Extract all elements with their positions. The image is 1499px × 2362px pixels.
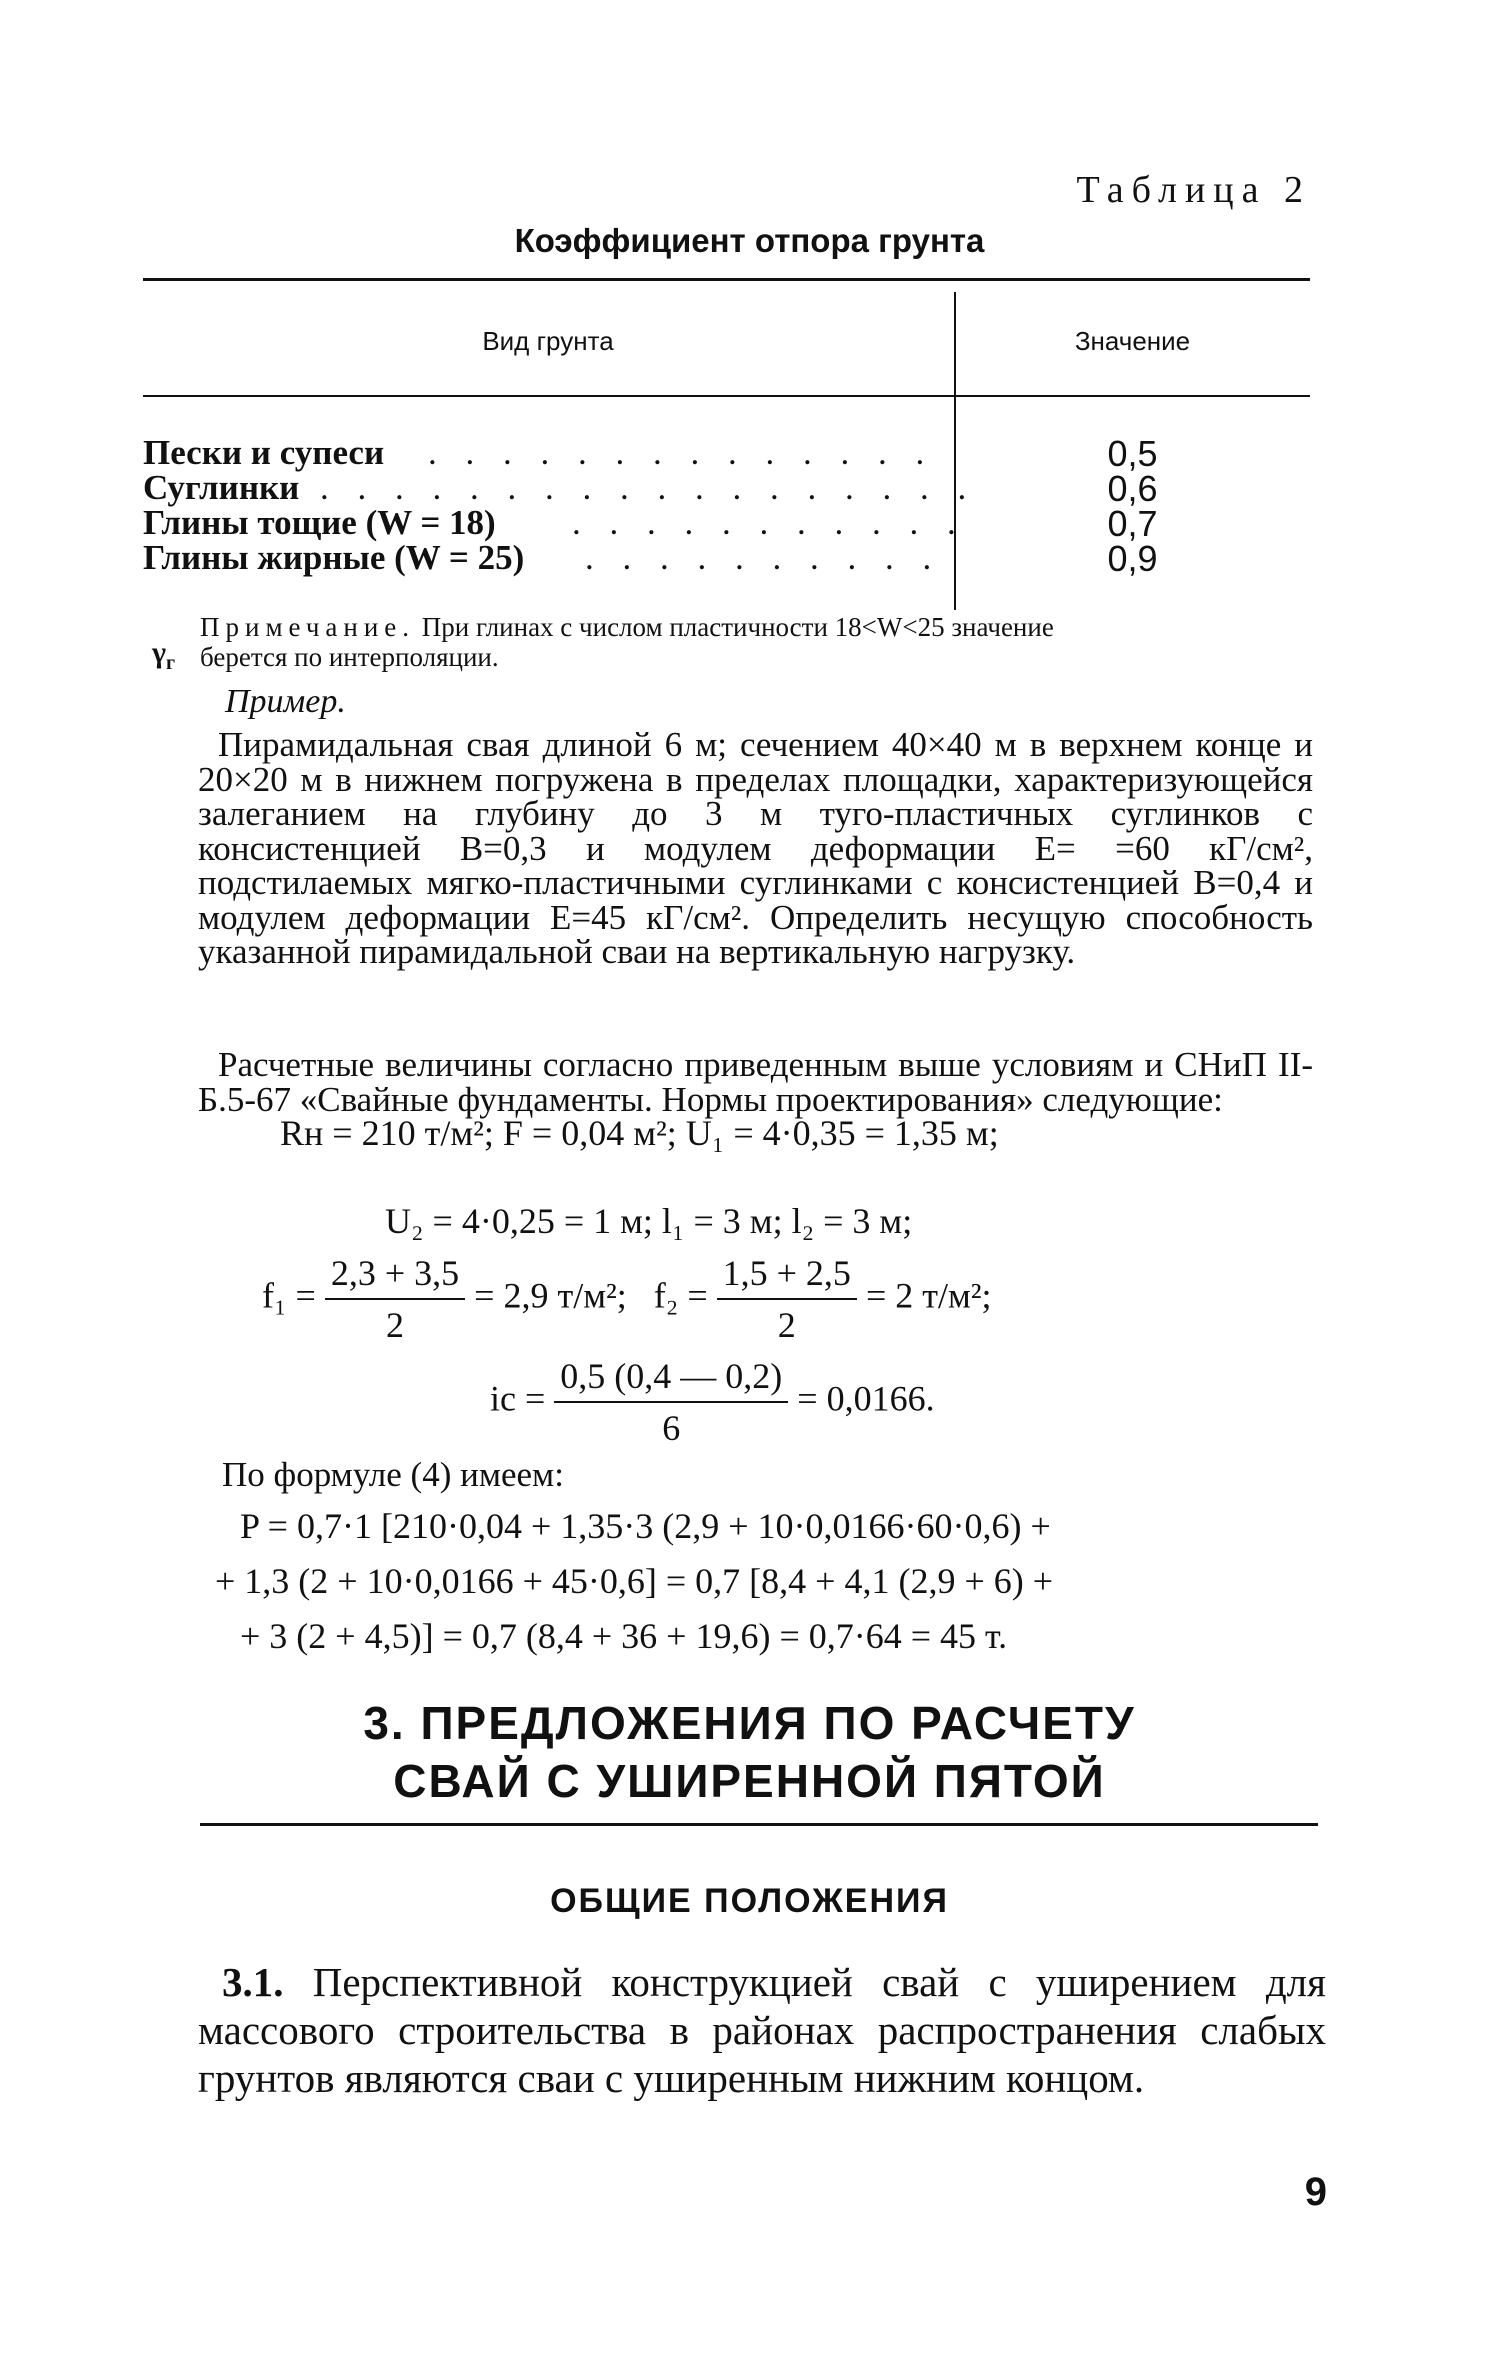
table-row-label: Глины тощие (W = 18) [143,503,496,542]
ic-numerator: 0,5 (0,4 — 0,2) [554,1355,788,1403]
table-header-rule [143,395,1310,397]
f2-lhs: f₂ = [653,1275,708,1316]
table-label: Таблица 2 [1076,169,1311,211]
f2-rhs: = 2 т/м²; [865,1275,992,1316]
section-rule [200,1823,1318,1826]
ic-lhs: iс = [490,1378,546,1419]
table-row-label: Пески и супеси [143,433,385,472]
p-formula-line-1: P = 0,7·1 [210·0,04 + 1,35·3 (2,9 + 10·0,0166·60·0,6) + [240,1506,1051,1546]
p-formula-line-3: + 3 (2 + 4,5)] = 0,7 (8,4 + 36 + 19,6) = 0,7·64 = 45 т. [240,1616,1008,1656]
note-line2: берется по интерполяции. [200,642,499,672]
table-column-divider [954,292,956,610]
example-text: Пирамидальная свая длиной 6 м; сечением 40×40 м в верхнем конце и 20×20 м в нижнем погружена в пределах площадки, характеризующейся залеганием на глубину до 3 м туго-пластичных суглинков с консистенцией B=0,3 и модулем деформации E= =60 кГ/см², подстилаемых мягко-пластичными суглинками с консистенцией B=0,4 и модулем деформации E=45 кГ/см². Определить несущую способность указанной пирамидальной сваи на вертикальную нагрузку. [198,725,1313,971]
table-row-leader: . . . . . . . . . . . . . . [428,433,935,472]
f2-denominator: 2 [777,1305,796,1345]
f1-denominator: 2 [386,1305,404,1345]
section-subtitle: ОБЩИЕ ПОЛОЖЕНИЯ [550,1882,949,1920]
formula-ic [490,1355,935,1449]
table-row-leader: . . . . . . . . . . [585,538,942,577]
f1-lhs: f₁ = [262,1275,316,1316]
table-row-leader: . . . . . . . . . . . . . . . . . . [320,468,977,507]
section-title [0,1694,1499,1810]
ic-denominator: 6 [662,1408,681,1448]
table-title: Коэффициент отпора грунта [514,222,985,259]
gamma-letter: γ [152,636,167,669]
f1-numerator: 2,3 + 3,5 [325,1252,465,1300]
f2-fraction [717,1252,857,1346]
page-number: 9 [1304,2170,1327,2214]
table-row-label: Глины жирные (W = 25) [143,538,525,577]
table-top-rule [143,278,1310,281]
table-row-label: Суглинки [143,468,300,507]
paragraph-number: 3.1. [222,1959,284,2005]
formula-line-1: Rн = 210 т/м²; F = 0,04 м²; U₁ = 4·0,35 = 1,35 м; [280,1113,999,1153]
ic-fraction [554,1355,788,1449]
formula-intro: По формуле (4) имеем: [222,1455,564,1494]
paragraph-3-1 [198,1958,1326,2102]
formula-f [262,1252,992,1346]
note-lead: Примечание. [200,612,416,642]
f2-numerator: 1,5 + 2,5 [717,1252,857,1300]
section-title-line-2: СВАЙ С УШИРЕННОЙ ПЯТОЙ [393,1755,1106,1807]
paragraph-text: Перспективной конструкцией свай с уширением для массового строительства в районах распространения слабых грунтов являются сваи с уширенным нижним концом. [198,1959,1326,2101]
table-row-value: 0,5 [1107,433,1158,474]
f1-fraction [325,1252,465,1346]
calc-intro-text: Расчетные величины согласно приведенным выше условиям и СНиП II-Б.5-67 «Свайные фундаменты. Нормы проектирования» следующие: [198,1045,1313,1119]
column-header-soil-type: Вид грунта [482,326,614,356]
calc-intro-paragraph [198,1045,1313,1119]
note-text: При глинах с числом пластичности 18<W<25 значение [421,612,1054,642]
table-row-leader: . . . . . . . . . . . [572,503,966,542]
p-formula-line-2: + 1,3 (2 + 10·0,0166 + 45·0,6] = 0,7 [8,4 + 4,1 (2,9 + 6) + [215,1561,1054,1601]
table-note [200,612,1310,672]
ic-rhs: = 0,0166. [797,1378,935,1419]
table-row-value: 0,9 [1107,538,1158,579]
f1-rhs: = 2,9 т/м²; [474,1275,627,1316]
column-header-value: Значение [1074,326,1191,356]
example-heading: Пример. [225,683,346,720]
table-row-value: 0,6 [1107,468,1158,509]
example-paragraph [198,725,1313,971]
note-gamma-symbol [152,636,175,675]
table-row-value: 0,7 [1107,503,1158,544]
formula-line-2: U₂ = 4·0,25 = 1 м; l₁ = 3 м; l₂ = 3 м; [385,1201,913,1241]
gamma-subscript: г [166,652,176,674]
section-title-line-1: 3. ПРЕДЛОЖЕНИЯ ПО РАСЧЕТУ [363,1697,1136,1749]
